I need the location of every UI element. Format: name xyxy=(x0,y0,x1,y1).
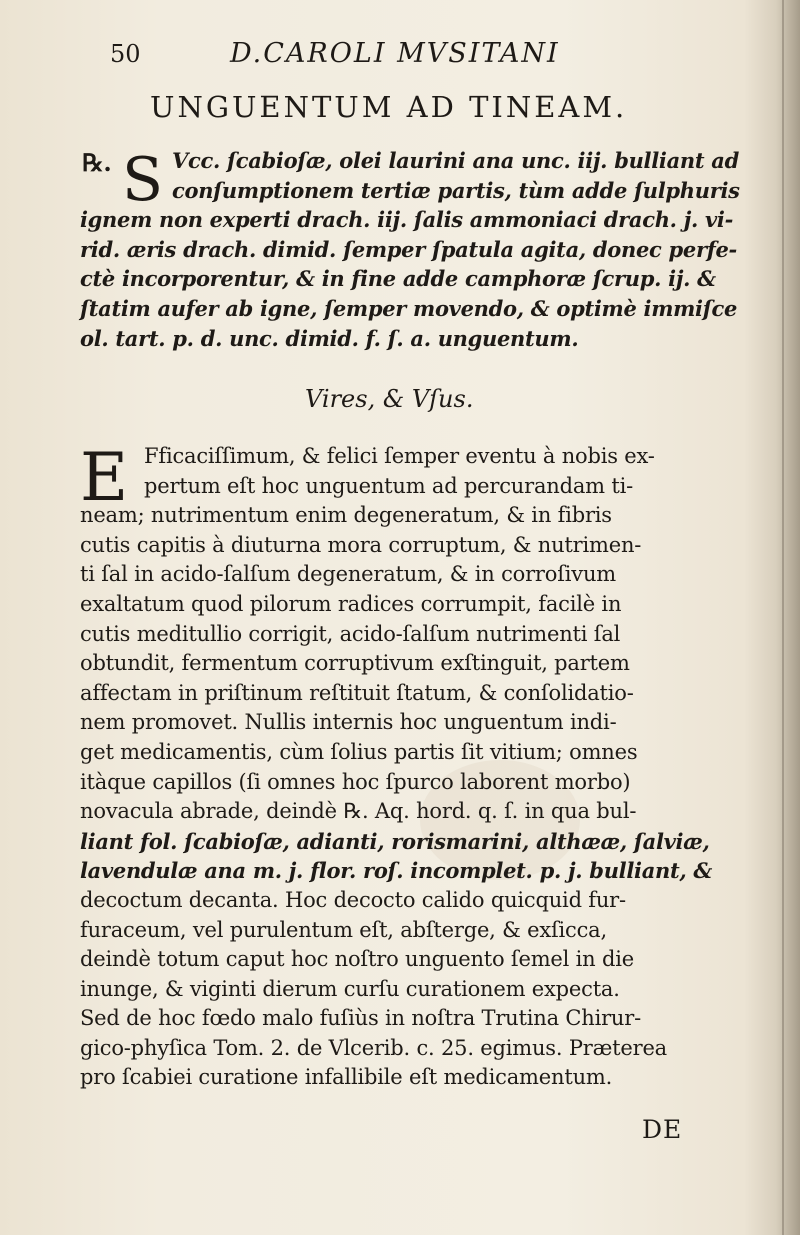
body-line: lavendulæ ana m. j. flor. roſ. incomplet. p. j. bulliant, & xyxy=(80,858,713,884)
body-line: Fficaciſſimum, & felici ſemper eventu à nobis ex- xyxy=(144,444,655,468)
body-line: novacula abrade, deindè ℞. Aq. hord. q. ſ. in qua bul- xyxy=(80,799,637,824)
body-line: nem promovet. Nullis internis hoc unguentum indi- xyxy=(80,710,617,735)
running-head xyxy=(110,36,670,76)
body-line: inunge, & viginti dierum curſu curationem expecta. xyxy=(80,976,620,1001)
body-line: liant fol. ſcabioſæ, adianti, rorismarini, althææ, ſalviæ, xyxy=(80,828,710,854)
binding-edge xyxy=(782,0,784,1235)
body-line: itàque capillos (ſi omnes hoc ſpurco laborent morbo) xyxy=(80,769,631,794)
recipe-line: ſtatim aufer ab igne, ſemper movendo, & optimè immiſce xyxy=(80,295,738,321)
body-line: deindè totum caput hoc noſtro unguento ſemel in die xyxy=(80,947,634,972)
body-line: ti ſal in acido-ſalſum degeneratum, & in corroſivum xyxy=(80,562,616,587)
recipe-line: Vcc. ſcabioſæ, olei laurini ana unc. iij. bulliant ad xyxy=(172,148,739,173)
body-line: get medicamentis, cùm ſolius partis ſit vitium; omnes xyxy=(80,739,638,764)
body-line: cutis capitis à diuturna mora corruptum, & nutrimen- xyxy=(80,532,642,557)
recipe-line: ol. tart. p. d. unc. dimid. f. ſ. a. unguentum. xyxy=(80,325,579,351)
body-line: pertum eſt hoc unguentum ad percurandam ti- xyxy=(144,473,634,498)
body-line: decoctum decanta. Hoc decocto calido quicquid fur- xyxy=(80,887,626,912)
body-line: Sed de hoc fœdo malo fuſiùs in noſtra Trutina Chirur- xyxy=(80,1006,641,1031)
body-line: furaceum, vel purulentum eſt, abſterge, & exſicca, xyxy=(80,917,607,942)
recipe-line: rid. æris drach. dimid. ſemper ſpatula agita, donec perfe- xyxy=(80,236,737,262)
recipe-drop-cap: S xyxy=(122,145,164,215)
body-line: exaltatum quod pilorum radices corrumpit, facilè in xyxy=(80,591,622,616)
catchword: DE xyxy=(642,1115,683,1144)
page-number: 50 xyxy=(110,40,141,68)
section-title: UNGUENTUM AD TINEAM. xyxy=(150,90,628,124)
body-line: neam; nutrimentum enim degeneratum, & in fibris xyxy=(80,503,612,528)
recipe-line: ignem non experti drach. iij. ſalis ammoniaci drach. j. vi- xyxy=(80,207,734,233)
body-line: pro ſcabiei curatione infallibile eſt medicamentum. xyxy=(80,1065,613,1090)
running-head-author: D.CAROLI MVSITANI xyxy=(230,38,560,69)
body-line: affectam in priſtinum reſtituit ſtatum, & conſolidatio- xyxy=(80,680,634,705)
body-drop-cap: E xyxy=(80,439,129,516)
body-line: cutis meditullio corrigit, acido-ſalſum nutrimenti ſal xyxy=(80,621,621,646)
recipe-line: ctè incorporentur, & in fine adde camphoræ ſcrup. ij. & xyxy=(80,266,716,292)
body-line: obtundit, fermentum corruptivum exſtinguit, partem xyxy=(80,651,630,676)
subheading: Vires, & Vſus. xyxy=(305,385,474,413)
rx-symbol: ℞. xyxy=(82,148,112,177)
recipe-line: conſumptionem tertiæ partis, tùm adde ſulphuris xyxy=(172,177,740,203)
body-line: gico-phyſica Tom. 2. de Vlcerib. c. 25. egimus. Præterea xyxy=(80,1035,667,1060)
